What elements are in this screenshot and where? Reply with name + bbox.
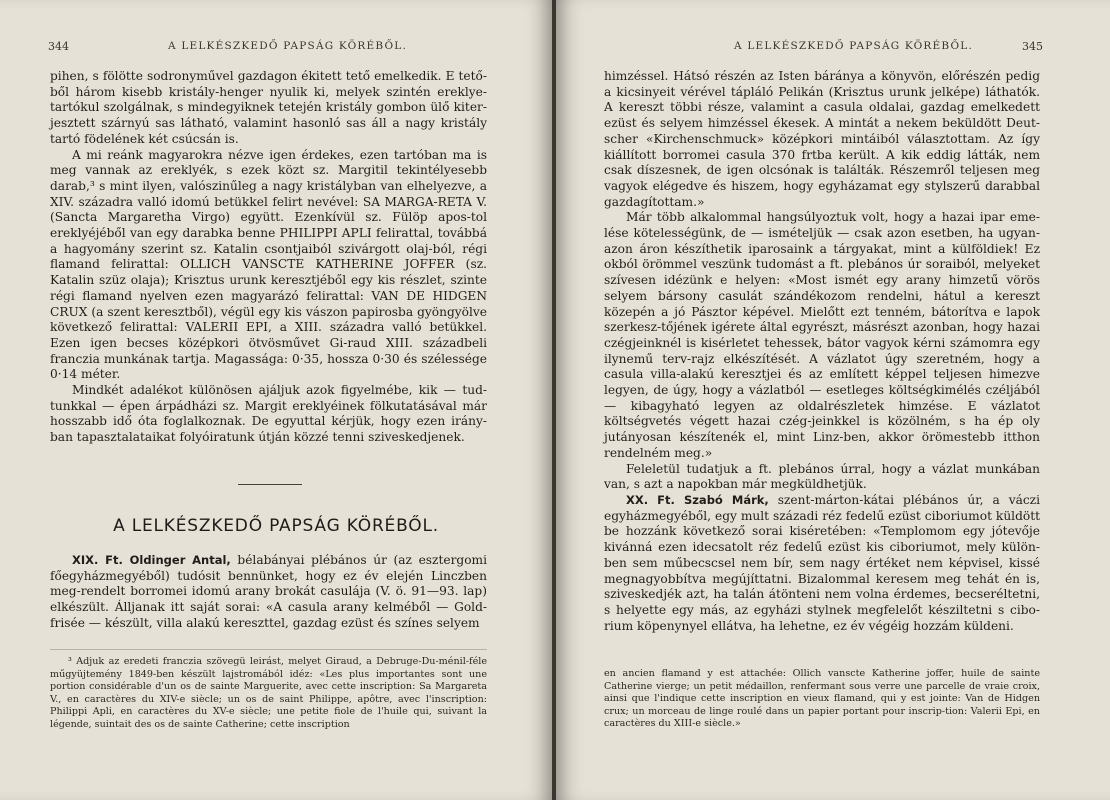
- left-section-label: XIX. Ft. Oldinger Antal,: [72, 553, 231, 567]
- footnote-rule: [50, 649, 487, 650]
- left-section-paragraph: [50, 553, 487, 632]
- right-body-text: [604, 69, 1040, 634]
- left-footnote-text: ³ Adjuk az eredeti franczia szövegü leirást, melyet Giraud, a Debruge-Du-ménil-féle műgyüjtemény 1849-ben készült lajstromából idéz: «Les plus importantes sont une portion considérable d'un os de sainte Marguerite, avec cette inscription: Sa Margareta V., en caractères du XIV-e siècle; un os de saint Philippe, apôtre, avec l'inscription: Philippi Apli, en caractères du XV-e siècle; une petite fiole de l'huile qui, suivant la légende, suintait des os de sainte Catherine; cette inscription: [50, 656, 487, 730]
- right-footnote-text: en ancien flamand y est attachée: Ollich vanscte Katherine joffer, huile de sainte Catherine vierge; un petit médaillon, renfermant sous verre une parcelle de vraie croix, ainsi que l'indique cette inscription en vieux flamand, qui y est jointe: Van de Hidgen crux; un morceau de linge roulé dans un papier portant pour inscrip-tion: Valerii Epi, en caractères du XIII-e siècle.»: [604, 668, 1040, 730]
- right-paragraph-1: himzéssel. Hátsó részén az Isten báránya a könyvön, előrészén pedig a kicsinyeit vérével tápláló Pelikán (Krisztus urunk jelképe) láthatók. A kereszt többi része, valamint a casula oldalai, gazdag emelkedett ezüst és selyem himzéssel ékesek. A mintát a nekem beküldött Deut-scher «Kirchenschmuck» középkori mintáiból választottam. Az így kiállított borromei casula 370 frtba került. A kik eddig látták, nem csak díszesnek, de igen olcsónak is találták. Részemről teljesen meg vagyok elégedve és hiszem, hogy egyházamat egy stylszerű darabbal gazdagítottam.»: [604, 69, 1040, 209]
- left-paragraph-1: pihen, s fölötte sodronyművel gazdagon ékitett tető emelkedik. E tető-ből három kisebb kristály-henger nyulik ki, melyek szintén ereklye-tartókul szolgálnak, s mindegyiknek tetején kristály gombon ülő kiter-jesztett szárnyú sas látható, valamint hasonló sas áll a nagy kristály tartó födelének két csúcsán is.: [50, 69, 487, 146]
- left-running-head: A LELKÉSZKEDŐ PAPSÁG KÖRÉBŐL.: [168, 40, 408, 52]
- left-footnote: [50, 656, 487, 732]
- left-section-text: [50, 553, 487, 632]
- left-page: [0, 0, 552, 800]
- left-paragraph-2: A mi reánk magyarokra nézve igen érdekes, ezen tartóban ma is meg vannak az ereklyék, s ezek közt sz. Margitil tekintélyesebb darab,³ s mint ilyen, valószinűleg a nagy kristályban van elhelyezve, a XIV. századra valló idomú betükkel felirt nevével: SA MARGA-RETA V. (Sancta Margaretha Virgo) együtt. Ezenkívül sz. Fülöp apos-tol ereklyéjéből van egy darabka benne PHILIPPI APLI felirattal, továbbá a hagyomány szerint sz. Katalin csontjaiból szivárgott olaj-ból, régi flamand felirattal: OLLICH VANSCTE KATHERINE JOFFER (sz. Katalin szüz olaja); Krisztus urunk keresztjéből egy kis részlet, szinte régi flamand nyelven ezen magyarázó felirattal: VAN DE HIDGEN CRUX (a szent keresztből), végül egy kis vászon papirosba gyöngyölve következő felirattal: VALERII EPI, a XIII. századra valló betükkel. Ezen igen becses középkori ötvösművet Gi-raud XIII. századbeli franczia munkának tartja. Magassága: 0·35, hossza 0·30 és szélessége 0·14 méter.: [50, 147, 487, 382]
- right-page-number: 345: [1022, 40, 1043, 53]
- right-footnote: [604, 668, 1040, 731]
- left-paragraph-3: Mindkét adalékot különösen ajáljuk azok figyelmébe, kik — tud-tunkkal — épen árpádházi sz. Margit ereklyéinek fölkutatásával már hosszabb idő óta foglalkoznak. De egyuttal kérjük, hogy ezen irány-ban tapasztalataikat folyóiratunk útján közzé tenni sziveskedjenek.: [50, 383, 487, 445]
- right-section-rest: szent-márton-kátai plébános úr, a váczi egyházmegyéből, egy mult századi réz fedelű ezüst ciboriumot küldött be hozzánk következő sorai kiséretében: «Templomom egy jótevője kivánná ezen idecsatolt réz fedelű ezüst kis ciboriumot, mely külön-ben sem műbecscsel nem bír, sem nagy értéket nem képvisel, kissé megnagyobbítva megújíttatni. Bizalommal keresem meg tehát én is, sziveskedjék azt, ha talán átönteni nem volna érdemes, becseréltetni, s helyette egy más, az egyházi stylnek megfelelőt késziltetni s cibo-rium köpenynyel ellátva, ha lehetne, ez év végéig hozzám küldeni.: [604, 492, 1040, 633]
- right-paragraph-3: Feleletül tudatjuk a ft. plebános úrral, hogy a vázlat munkában van, s azt a napokban már megküldhetjük.: [604, 461, 1040, 492]
- right-section-paragraph: [604, 493, 1040, 634]
- right-running-head: A LELKÉSZKEDŐ PAPSÁG KÖRÉBŐL.: [734, 40, 974, 52]
- right-page: [556, 0, 1110, 800]
- section-divider: [238, 484, 302, 485]
- right-paragraph-2: Már több alkalommal hangsúlyoztuk volt, hogy a hazai ipar eme-lése kötelességünk, de — ismételjük — csak azon esetben, ha ugyan-azon áron készíthetik iparosaink a tárgyakat, mint a külföldiek! Ez okból örömmel veszünk tudomást a ft. plebános úr soraiból, melyeket szívesen idézünk e helyen: «Most ismét egy arany himzetű vörös selyem bársony casulát szándékozom rendelni, hátul a kereszt közepén a jó Pásztor képével. Mielőtt ezt tenném, bátorítva e lapok szerkesz-tőjének igérete által egyrészt, másrészt azonban, hogy hazai czégjeinknél is kisérletet tehessek, bátor vagyok kérni számomra egy ilynemű terv-rajz elkészítését. A vázlatot úgy szeretném, hogy a casula villa-alakú keresztjei és az említett képpel teljesen himezve legyen, de úgy, hogy a vázlatból — esetleges költségkimélés czéljából — kibagyható legyen az oldalrészletek himzése. E vázlatot költségvetés végett hazai czég-jeinkkel is közölném, s ha ép oly jutányosan készítenék el, mint Linz-ben, akkor örömestebb itthon rendelném meg.»: [604, 210, 1040, 460]
- left-page-number: 344: [48, 40, 69, 53]
- left-body-text: [50, 69, 487, 446]
- section-title: A LELKÉSZKEDŐ PAPSÁG KÖRÉBŐL.: [113, 516, 439, 536]
- left-section-rest: bélabányai plébános úr (az esztergomi főegyházmegyéből) tudósit bennünket, hogy ez év elején Linczben meg-rendelt borromei idomú arany brokát casulája (V. ö. 91—93. lap) elkészült. Álljanak itt saját sorai: «A casula arany kelméből — Gold-frisée — készült, villa alakú kereszttel, gazdag ezüst és színes selyem: [50, 553, 487, 630]
- right-section-label: XX. Ft. Szabó Márk,: [626, 492, 769, 507]
